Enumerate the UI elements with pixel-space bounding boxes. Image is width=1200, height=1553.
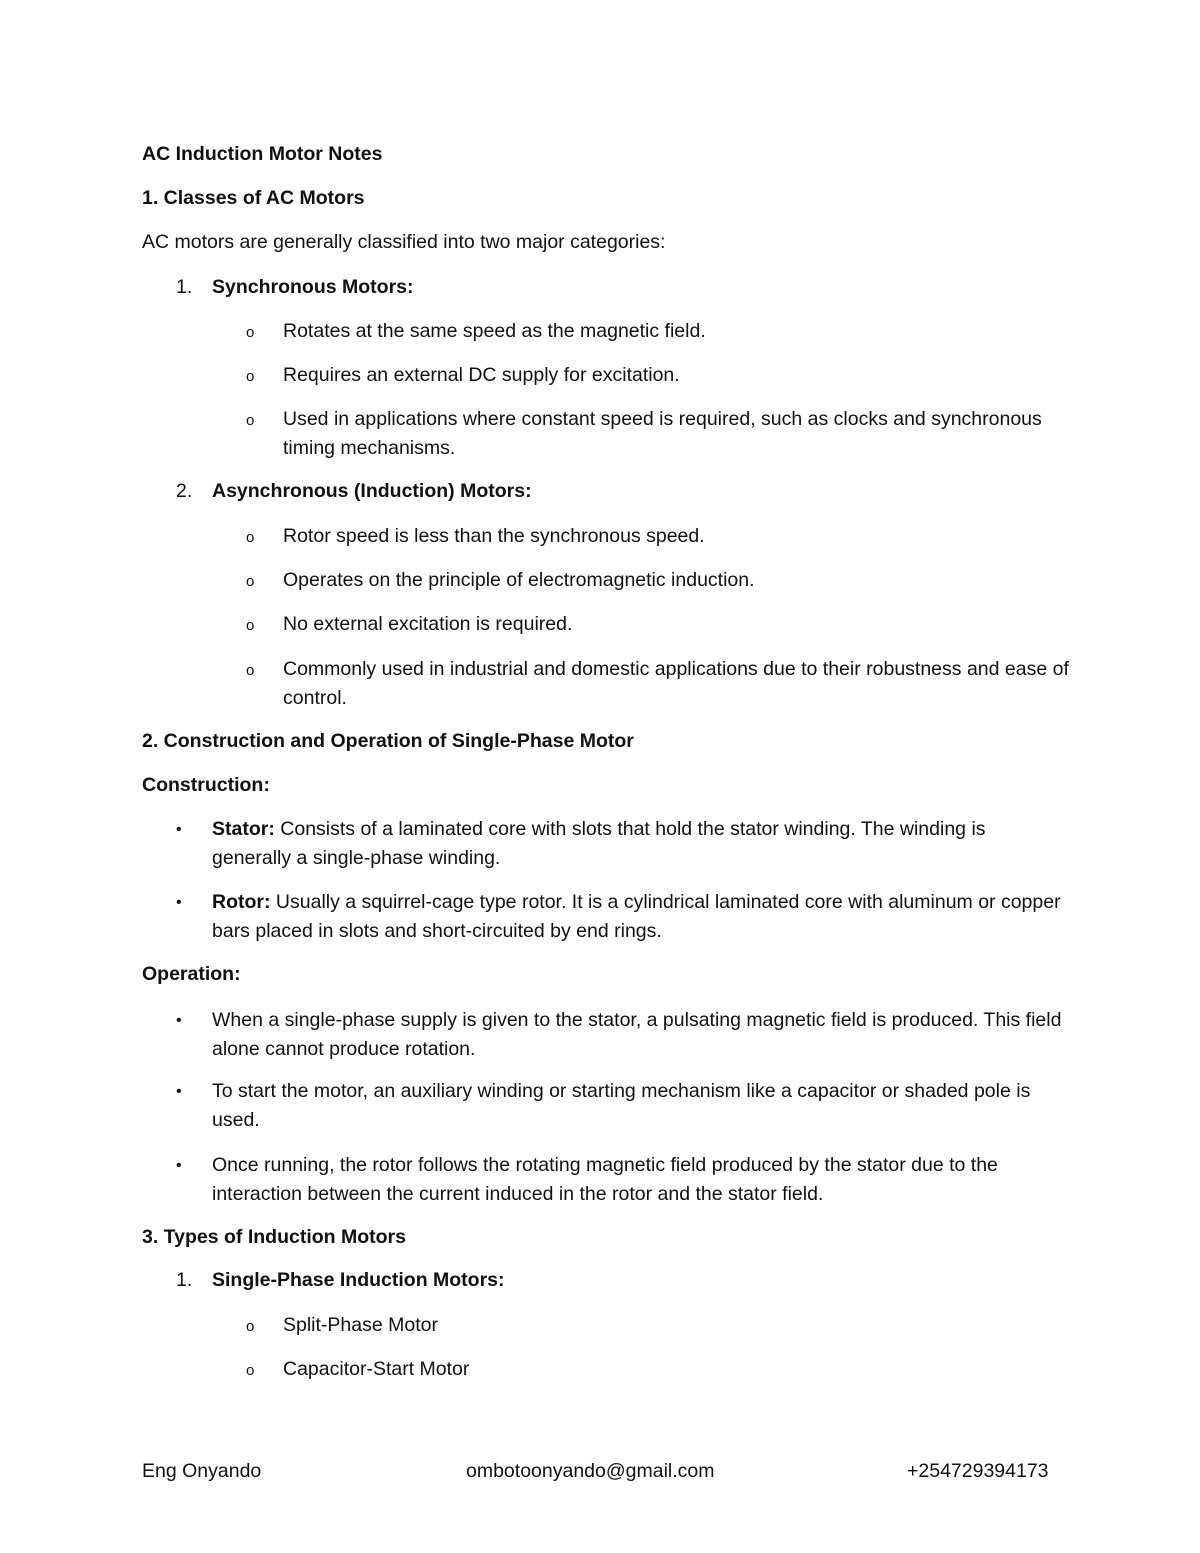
construction-rotor [212, 888, 1062, 946]
operation-label: Operation: [142, 963, 241, 985]
operation-item: When a single-phase supply is given to the stator, a pulsating magnetic field is produced. This field alone cannot produce rotation. [212, 1009, 1062, 1060]
item-label: Synchronous Motors [212, 276, 408, 298]
list-number: 1. [176, 276, 193, 298]
sub-item: Rotates at the same speed as the magnetic field. [283, 320, 706, 342]
circle-bullet: o [246, 368, 255, 385]
section-2-heading: 2. Construction and Operation of Single-Phase Motor [142, 730, 634, 752]
circle-bullet: o [246, 1362, 255, 1379]
document-title: AC Induction Motor Notes [142, 143, 383, 165]
section-3-heading: 3. Types of Induction Motors [142, 1226, 406, 1248]
colon: : [264, 891, 271, 913]
sub-item: No external excitation is required. [283, 613, 573, 635]
colon: : [407, 276, 414, 298]
circle-bullet: o [246, 324, 255, 341]
section-1-heading: 1. Classes of AC Motors [142, 187, 365, 209]
operation-item: Once running, the rotor follows the rotating magnetic field produced by the stator due to the interaction between the current induced in the rotor and the stator field. [212, 1154, 998, 1205]
construction-stator [212, 815, 1062, 873]
sub-item: Requires an external DC supply for excitation. [283, 364, 680, 386]
sub-item: Operates on the principle of electromagnetic induction. [283, 569, 755, 591]
bullet-dot: • [176, 894, 182, 911]
list-item-asynchronous [212, 477, 1062, 506]
section-1-intro: AC motors are generally classified into two major categories: [142, 231, 666, 253]
list-number: 2. [176, 480, 193, 502]
colon: : [498, 1269, 505, 1291]
bullet-dot: • [176, 1012, 182, 1029]
circle-bullet: o [246, 412, 255, 429]
circle-bullet: o [246, 1318, 255, 1335]
bullet-dot: • [176, 821, 182, 838]
term: Rotor [212, 891, 264, 913]
list-item-synchronous [212, 273, 1062, 302]
footer-email: ombotoonyando@gmail.com [466, 1460, 715, 1482]
construction-label: Construction: [142, 774, 270, 796]
circle-bullet: o [246, 529, 255, 546]
circle-bullet: o [246, 662, 255, 679]
sub-item: Rotor speed is less than the synchronous speed. [283, 525, 705, 547]
sub-item: Capacitor-Start Motor [283, 1358, 470, 1380]
sub-item: Used in applications where constant speed is required, such as clocks and synchronous timing mechanisms. [283, 408, 1042, 459]
list-number: 1. [176, 1269, 193, 1291]
footer-name: Eng Onyando [142, 1460, 262, 1482]
colon: : [268, 818, 275, 840]
sub-item: Commonly used in industrial and domestic applications due to their robustness and ease of control. [283, 658, 1069, 709]
bullet-dot: • [176, 1083, 182, 1100]
footer-phone: +254729394173 [907, 1460, 1049, 1482]
definition: Usually a squirrel-cage type rotor. It is a cylindrical laminated core with aluminum or copper bars placed in slots and short-circuited by end rings. [212, 891, 1061, 942]
bullet-dot: • [176, 1157, 182, 1174]
term: Stator [212, 818, 269, 840]
item-label: Asynchronous (Induction) Motors [212, 480, 526, 502]
list-item-single-phase [212, 1266, 1062, 1295]
circle-bullet: o [246, 573, 255, 590]
circle-bullet: o [246, 617, 255, 634]
item-label: Single-Phase Induction Motors [212, 1269, 499, 1291]
definition: Consists of a laminated core with slots that hold the stator winding. The winding is generally a single-phase winding. [212, 818, 986, 869]
operation-item: To start the motor, an auxiliary winding or starting mechanism like a capacitor or shaded pole is used. [212, 1080, 1031, 1131]
colon: : [525, 480, 532, 502]
sub-item: Split-Phase Motor [283, 1314, 438, 1336]
